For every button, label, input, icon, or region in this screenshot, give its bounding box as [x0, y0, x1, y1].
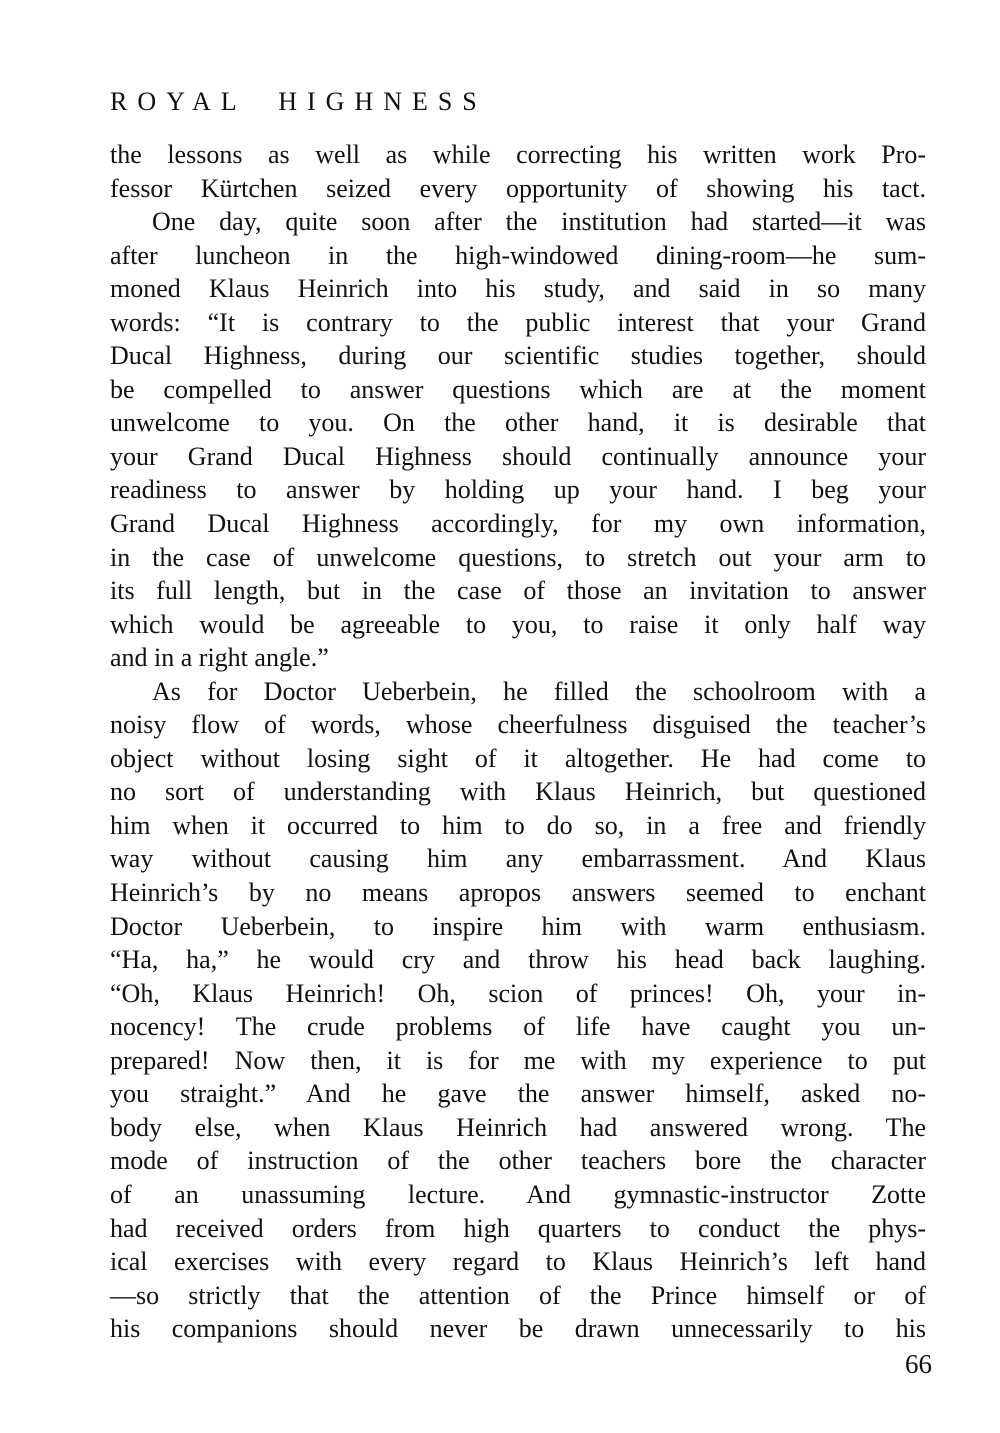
body-text — [110, 138, 926, 1346]
text-line: object without losing sight of it altogether. He had come to — [110, 743, 926, 773]
text-line: Doctor Ueberbein, to inspire him with warm enthusiasm. — [110, 911, 926, 941]
text-line: One day, quite soon after the institution had started—it was — [152, 207, 926, 237]
text-line: its full length, but in the case of those an invitation to answer — [110, 576, 926, 606]
text-line: prepared! Now then, it is for me with my experience to put — [110, 1045, 926, 1075]
text-line: “Oh, Klaus Heinrich! Oh, scion of princes! Oh, your in- — [110, 978, 926, 1008]
text-line: way without causing him any embarrassment. And Klaus — [110, 844, 926, 874]
text-line: —so strictly that the attention of the Prince himself or of — [110, 1280, 926, 1310]
text-line: Heinrich’s by no means apropos answers seemed to enchant — [110, 878, 926, 908]
paragraph — [110, 138, 926, 205]
text-line: ical exercises with every regard to Klaus Heinrich’s left hand — [110, 1247, 926, 1277]
text-line: As for Doctor Ueberbein, he filled the schoolroom with a — [152, 676, 926, 706]
text-line: the lessons as well as while correcting his written work Pro- — [110, 140, 926, 169]
text-line: mode of instruction of the other teachers bore the character — [110, 1146, 926, 1176]
text-line: of an unassuming lecture. And gymnastic-instructor Zotte — [110, 1179, 926, 1209]
text-line: fessor Kürtchen seized every opportunity of showing his tact. — [110, 173, 926, 203]
text-line: and in a right angle.” — [110, 643, 329, 673]
text-line: after luncheon in the high-windowed dining-room—he sum- — [110, 240, 926, 270]
text-line: body else, when Klaus Heinrich had answered wrong. The — [110, 1112, 926, 1142]
text-line: words: “It is contrary to the public interest that your Grand — [110, 307, 926, 337]
text-line: nocency! The crude problems of life have caught you un- — [110, 1012, 926, 1042]
text-line: your Grand Ducal Highness should continually announce your — [110, 441, 926, 471]
text-line: in the case of unwelcome questions, to stretch out your arm to — [110, 542, 926, 572]
text-line: you straight.” And he gave the answer himself, asked no- — [110, 1079, 926, 1109]
text-line: “Ha, ha,” he would cry and throw his head back laughing. — [110, 945, 926, 975]
text-line: him when it occurred to him to do so, in a free and friendly — [110, 810, 926, 840]
text-line: had received orders from high quarters to conduct the phys- — [110, 1213, 926, 1243]
text-line: readiness to answer by holding up your hand. I beg your — [110, 475, 926, 505]
text-line: Grand Ducal Highness accordingly, for my own information, — [110, 509, 926, 539]
text-line: his companions should never be drawn unnecessarily to his — [110, 1314, 926, 1344]
page-number: 66 — [905, 1349, 932, 1379]
page-content — [110, 86, 926, 1346]
paragraph — [110, 205, 926, 675]
text-line: Ducal Highness, during our scientific studies together, should — [110, 341, 926, 371]
text-line: be compelled to answer questions which are at the moment — [110, 374, 926, 404]
running-header: ROYAL HIGHNESS — [110, 87, 487, 116]
text-line: which would be agreeable to you, to raise it only half way — [110, 609, 926, 639]
text-line: noisy flow of words, whose cheerfulness disguised the teacher’s — [110, 710, 926, 740]
paragraph — [110, 675, 926, 1346]
text-line: no sort of understanding with Klaus Heinrich, but questioned — [110, 777, 926, 807]
text-line: moned Klaus Heinrich into his study, and said in so many — [110, 274, 926, 304]
text-line: unwelcome to you. On the other hand, it is desirable that — [110, 408, 926, 438]
